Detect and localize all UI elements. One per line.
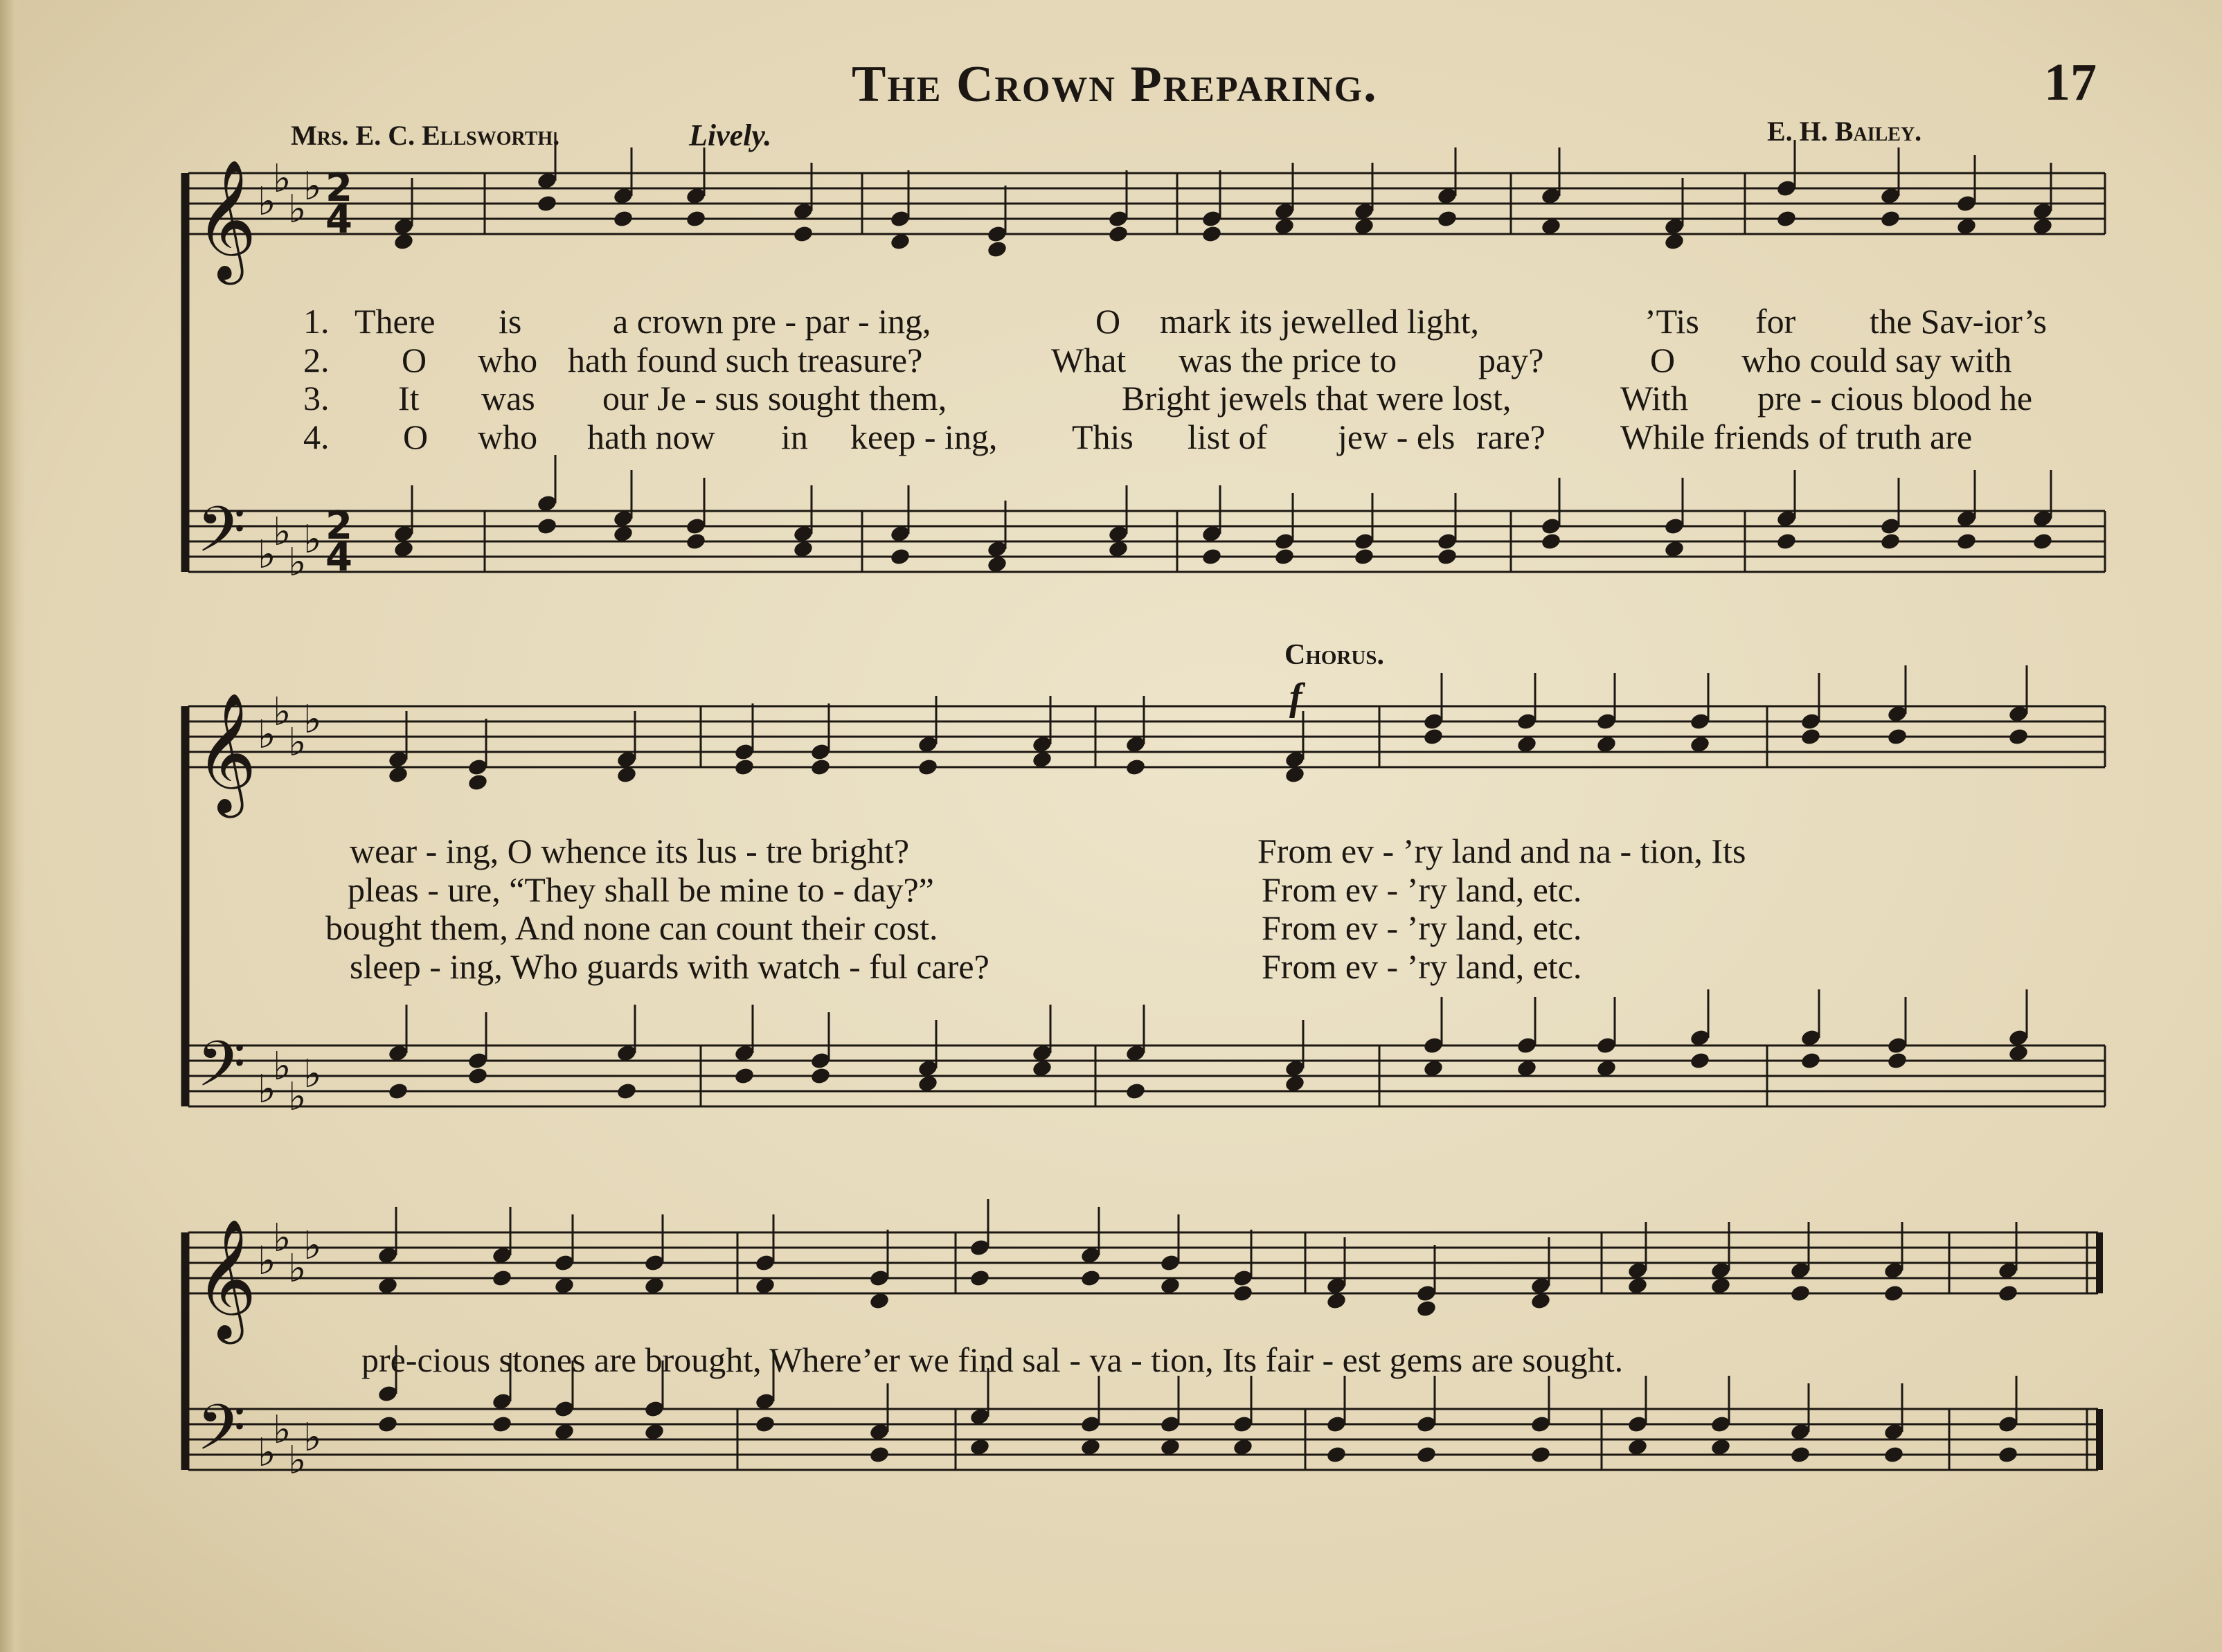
bass-notehead [809, 1066, 831, 1086]
key-signature-flat: ♭ [273, 156, 292, 201]
bass-notehead [1800, 1051, 1821, 1070]
treble-notehead [733, 757, 755, 777]
bass-notehead [467, 1066, 488, 1086]
key-signature-flat: ♭ [303, 1223, 322, 1268]
treble-notehead [612, 209, 634, 228]
treble-clef: 𝄞 [195, 1219, 257, 1339]
lyric-word: list of [1188, 418, 1268, 456]
key-signature-flat: ♭ [273, 1044, 292, 1089]
treble-notehead [809, 757, 831, 777]
treble-notehead [1997, 1284, 2018, 1303]
key-signature-flat: ♭ [273, 690, 292, 735]
lyric-word: who could say with [1741, 341, 2012, 379]
bass-notehead [1353, 547, 1374, 566]
bass-notehead [1775, 532, 1797, 551]
bass-notehead [616, 1081, 637, 1101]
lyric-word: who [478, 418, 538, 456]
key-signature-flat: ♭ [273, 1408, 292, 1453]
lyric-word: in [781, 418, 808, 456]
chorus-label: Chorus. [1284, 639, 1384, 671]
lyric-word: Bright jewels that were lost, [1122, 379, 1512, 418]
treble-notehead [1775, 209, 1797, 228]
key-signature-flat: ♭ [288, 1438, 307, 1483]
key-signature-flat: ♭ [303, 1052, 322, 1097]
treble-notehead [2007, 727, 2029, 746]
treble-notehead [1079, 1268, 1101, 1288]
verse-number-2: 2. [303, 341, 330, 379]
lyric-word: This [1072, 418, 1134, 456]
key-signature-flat: ♭ [258, 1239, 276, 1284]
key-signature-flat: ♭ [288, 1246, 307, 1291]
key-signature-flat: ♭ [288, 540, 307, 585]
key-signature-flat: ♭ [258, 1430, 276, 1475]
treble-notehead [1232, 1284, 1253, 1303]
treble-notehead [536, 194, 557, 213]
treble-notehead [491, 1268, 512, 1288]
verse-4-line-2: sleep - ing, Who guards with watch - ful care? [350, 947, 989, 986]
treble-notehead [1201, 224, 1222, 244]
lyric-word: It [398, 379, 420, 418]
treble-notehead [1422, 727, 1444, 746]
treble-notehead [467, 773, 488, 792]
page-number: 17 [2044, 53, 2097, 111]
hymn-title: The Crown Preparing. [852, 56, 1378, 113]
bass-notehead [1883, 1445, 1904, 1464]
bass-notehead [387, 1081, 409, 1101]
bass-notehead [1955, 532, 1977, 551]
treble-notehead [1125, 757, 1146, 777]
bass-notehead [1201, 547, 1222, 566]
treble-notehead [969, 1268, 990, 1288]
lyricist-credit: Mrs. E. C. Ellsworth. [291, 120, 560, 151]
time-signature-top: 2 [325, 165, 352, 210]
bass-clef: 𝄢 [197, 1027, 246, 1116]
treble-notehead [1879, 209, 1901, 228]
tempo-marking: Lively. [689, 118, 772, 152]
lyric-word: pay? [1478, 341, 1544, 379]
key-signature-flat: ♭ [288, 1075, 307, 1120]
treble-notehead [1436, 209, 1458, 228]
bass-notehead [1997, 1445, 2018, 1464]
lyric-word: O [1650, 341, 1676, 379]
verse-3-line-2: bought them, And none can count their cost. [325, 908, 938, 947]
lyric-word: pre - cious blood he [1757, 379, 2033, 418]
lyric-word: a crown pre - par - ing, [613, 302, 931, 341]
lyric-word: the Sav-ior’s [1870, 302, 2047, 341]
bass-notehead [2032, 532, 2053, 551]
lyric-word: With [1620, 379, 1688, 418]
lyric-word: While friends of truth are [1620, 418, 1973, 456]
key-signature-flat: ♭ [303, 517, 322, 562]
bass-notehead [1125, 1081, 1146, 1101]
treble-notehead [1800, 727, 1821, 746]
forte-dynamic: f [1289, 676, 1302, 719]
key-signature-flat: ♭ [303, 1415, 322, 1460]
lyric-word: for [1755, 302, 1796, 341]
bass-notehead [685, 532, 706, 551]
treble-notehead [986, 240, 1007, 259]
chorus-line-2: From ev - ’ry land, etc. [1262, 870, 1582, 909]
chorus-line-1: From ev - ’ry land and na - tion, Its [1257, 832, 1746, 870]
treble-clef: 𝄞 [195, 692, 257, 813]
bass-notehead [889, 547, 911, 566]
bass-notehead [1530, 1445, 1551, 1464]
key-signature-flat: ♭ [273, 1216, 292, 1261]
time-signature-top: 2 [325, 503, 352, 548]
treble-notehead [917, 757, 938, 777]
bass-notehead [1886, 1051, 1908, 1070]
bass-notehead [1879, 532, 1901, 551]
treble-clef: 𝄞 [195, 159, 257, 280]
lyric-word: rare? [1476, 418, 1545, 456]
verse-number-4: 4. [303, 418, 330, 456]
treble-notehead [1886, 727, 1908, 746]
verse-1-line-2: wear - ing, O whence its lus - tre bright? [350, 832, 910, 870]
lyric-word: jew - els [1338, 418, 1455, 456]
bass-notehead [377, 1415, 398, 1434]
verse-number-1: 1. [303, 302, 330, 341]
treble-notehead [1789, 1284, 1811, 1303]
time-signature-bottom: 4 [325, 197, 352, 242]
chorus-line-4: From ev - ’ry land, etc. [1262, 947, 1582, 986]
lyric-word: our Je - sus sought them, [602, 379, 947, 418]
key-signature-flat: ♭ [303, 164, 322, 209]
bass-notehead [1415, 1445, 1437, 1464]
bass-notehead [1789, 1445, 1811, 1464]
bass-notehead [1540, 532, 1561, 551]
bass-notehead [1436, 547, 1458, 566]
key-signature-flat: ♭ [303, 697, 322, 742]
treble-notehead [792, 224, 814, 244]
bass-notehead [1273, 547, 1295, 566]
chorus-final-line: pre-cious stones are brought, Where’er we find sal - va - tion, Its fair - est gems are sought. [361, 1340, 1624, 1379]
treble-notehead [1883, 1284, 1904, 1303]
key-signature-flat: ♭ [273, 510, 292, 555]
time-signature-bottom: 4 [325, 535, 352, 580]
bass-notehead [1689, 1051, 1710, 1070]
bass-notehead [868, 1445, 890, 1464]
bass-notehead [491, 1415, 512, 1434]
key-signature-flat: ♭ [258, 179, 276, 224]
lyric-word: was the price to [1179, 341, 1397, 379]
key-signature-flat: ♭ [258, 1067, 276, 1112]
lyric-word: O [403, 418, 429, 456]
key-signature-flat: ♭ [258, 532, 276, 577]
key-signature-flat: ♭ [288, 187, 307, 232]
lyric-word: hath found such treasure? [568, 341, 923, 379]
treble-notehead [1415, 1299, 1437, 1318]
verse-2-line-2: pleas - ure, “They shall be mine to - day?” [348, 870, 934, 909]
bass-notehead [536, 517, 557, 536]
lyric-word: ’Tis [1645, 302, 1699, 341]
bass-notehead [1325, 1445, 1347, 1464]
treble-notehead [685, 209, 706, 228]
lyric-word: What [1051, 341, 1127, 379]
bass-clef: 𝄢 [197, 493, 246, 582]
lyric-word: O [402, 341, 427, 379]
key-signature-flat: ♭ [288, 720, 307, 765]
bass-notehead [754, 1415, 776, 1434]
lyric-word: O [1095, 302, 1121, 341]
treble-notehead [1107, 224, 1129, 244]
composer-credit: E. H. Bailey. [1767, 116, 1922, 147]
bass-clef: 𝄢 [197, 1391, 246, 1480]
lyric-word: hath now [587, 418, 715, 456]
lyric-word: keep - ing, [850, 418, 998, 456]
lyric-word: who [478, 341, 538, 379]
lyric-word: There [355, 302, 436, 341]
verse-number-3: 3. [303, 379, 330, 418]
bass-notehead [733, 1066, 755, 1086]
lyric-word: was [481, 379, 535, 418]
lyric-word: is [499, 302, 522, 341]
chorus-line-3: From ev - ’ry land, etc. [1262, 908, 1582, 947]
lyric-word: mark its jewelled light, [1160, 302, 1480, 341]
key-signature-flat: ♭ [258, 712, 276, 757]
